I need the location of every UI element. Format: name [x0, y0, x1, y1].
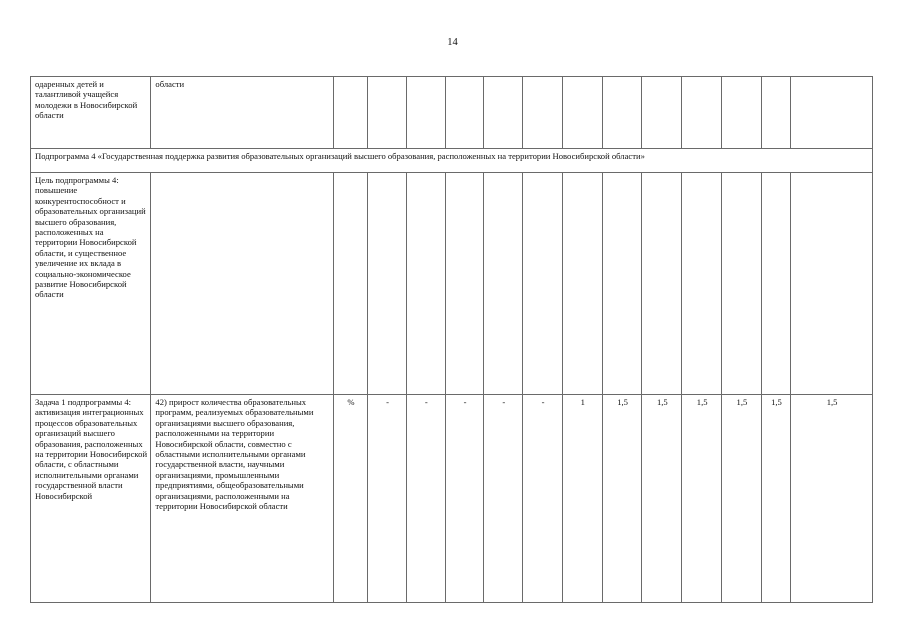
row-label-cell: Цель подпрограммы 4: повышение конкурентоспособност и образовательных организаций высшего образования, расположенных на территории Новосибирской области, и существенное увеличение их вклада в социально-экономическое развитие Новосибирской области	[31, 173, 151, 395]
value-cell	[445, 77, 484, 149]
value-cell	[722, 77, 762, 149]
page-number: 14	[447, 37, 458, 48]
indicator-cell: 42) прирост количества образовательных программ, реализуемых образовательными организациями высшего образования, расположенными на территории Новосибирской области, совместно с областными исполнительными органами государственной власти, научными организациями, промышленными предприятиями, общеобразовательными организациями, расположенными на территории Новосибирской области	[151, 395, 333, 603]
value-cell	[484, 77, 523, 149]
value-cell: 1,5	[602, 395, 642, 603]
row-label-cell: одаренных детей и талантливой учащейся молодежи в Новосибирской области	[31, 77, 151, 149]
value-cell	[602, 77, 642, 149]
value-cell: -	[406, 395, 445, 603]
value-cell	[682, 173, 722, 395]
value-cell: 1,5	[791, 395, 873, 603]
value-cell: -	[368, 395, 407, 603]
value-cell	[368, 173, 407, 395]
value-cell: -	[445, 395, 484, 603]
value-cell	[523, 173, 563, 395]
table-row	[31, 173, 873, 395]
value-cell	[484, 173, 523, 395]
subprogram-title: Подпрограмма 4 «Государственная поддержка развития образовательных организаций высшего образования, расположенных на территории Новосибирской области»	[31, 149, 873, 173]
value-cell	[642, 77, 682, 149]
unit-cell: %	[333, 395, 368, 603]
value-cell: 1,5	[682, 395, 722, 603]
value-cell	[791, 77, 873, 149]
value-cell	[368, 77, 407, 149]
row-label-cell: Задача 1 подпрограммы 4: активизация интеграционных процессов образовательных организаций высшего образования, расположенных на территории Новосибирской области, с областными исполнительными органами государственной власти Новосибирской	[31, 395, 151, 603]
value-cell	[602, 173, 642, 395]
value-cell	[523, 77, 563, 149]
value-cell	[562, 173, 602, 395]
value-cell	[791, 173, 873, 395]
unit-cell	[333, 77, 368, 149]
value-cell: 1,5	[642, 395, 682, 603]
table-row	[31, 395, 873, 603]
value-cell: 1,5	[761, 395, 790, 603]
value-cell: -	[484, 395, 523, 603]
value-cell	[406, 173, 445, 395]
value-cell: -	[523, 395, 563, 603]
table-row	[31, 149, 873, 173]
indicator-cell	[151, 173, 333, 395]
unit-cell	[333, 173, 368, 395]
value-cell	[761, 77, 790, 149]
value-cell	[682, 77, 722, 149]
value-cell: 1,5	[722, 395, 762, 603]
table-row	[31, 77, 873, 149]
value-cell	[445, 173, 484, 395]
value-cell	[761, 173, 790, 395]
value-cell	[406, 77, 445, 149]
value-cell: 1	[562, 395, 602, 603]
indicators-table	[30, 76, 873, 603]
value-cell	[642, 173, 682, 395]
indicator-cell: области	[151, 77, 333, 149]
value-cell	[562, 77, 602, 149]
value-cell	[722, 173, 762, 395]
